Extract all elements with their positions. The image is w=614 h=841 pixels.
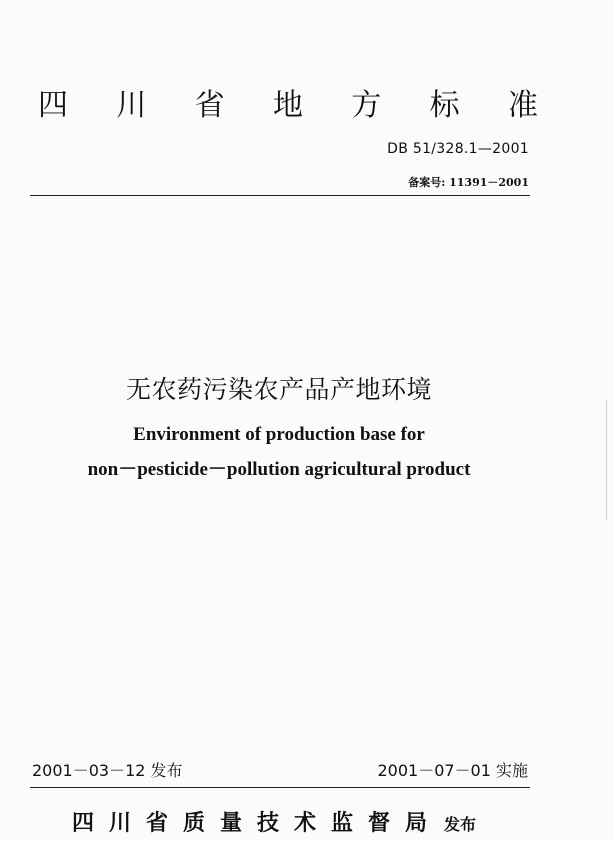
scan-edge-mark <box>606 400 607 520</box>
header-char: 省 <box>194 88 225 123</box>
header-char: 标 <box>429 88 460 123</box>
header-char: 地 <box>272 88 303 123</box>
top-divider <box>30 195 530 196</box>
header-char: 方 <box>351 88 382 123</box>
header-char: 准 <box>507 88 538 123</box>
bottom-divider <box>30 787 530 788</box>
publisher-name: 四川省质量技术监督局 <box>72 811 443 836</box>
filing-number: 备案号: 11391－2001 <box>408 176 529 189</box>
english-title-line-1: Environment of production base for <box>133 424 425 445</box>
english-title-line-2: non－pesticide－pollution agricultural product <box>87 459 471 480</box>
header-char: 川 <box>116 88 147 123</box>
chinese-title: 无农药污染农产品产地环境 <box>125 375 432 404</box>
publisher-suffix: 发布 <box>444 815 477 834</box>
header-char: 四 <box>38 88 68 123</box>
issue-date: 2001－03－12 发布 <box>32 761 183 780</box>
standard-number: DB 51/328.1—2001 <box>387 141 529 157</box>
document-header-title <box>38 80 538 124</box>
effective-date: 2001－07－01 实施 <box>377 761 528 780</box>
publisher-line <box>72 806 542 837</box>
